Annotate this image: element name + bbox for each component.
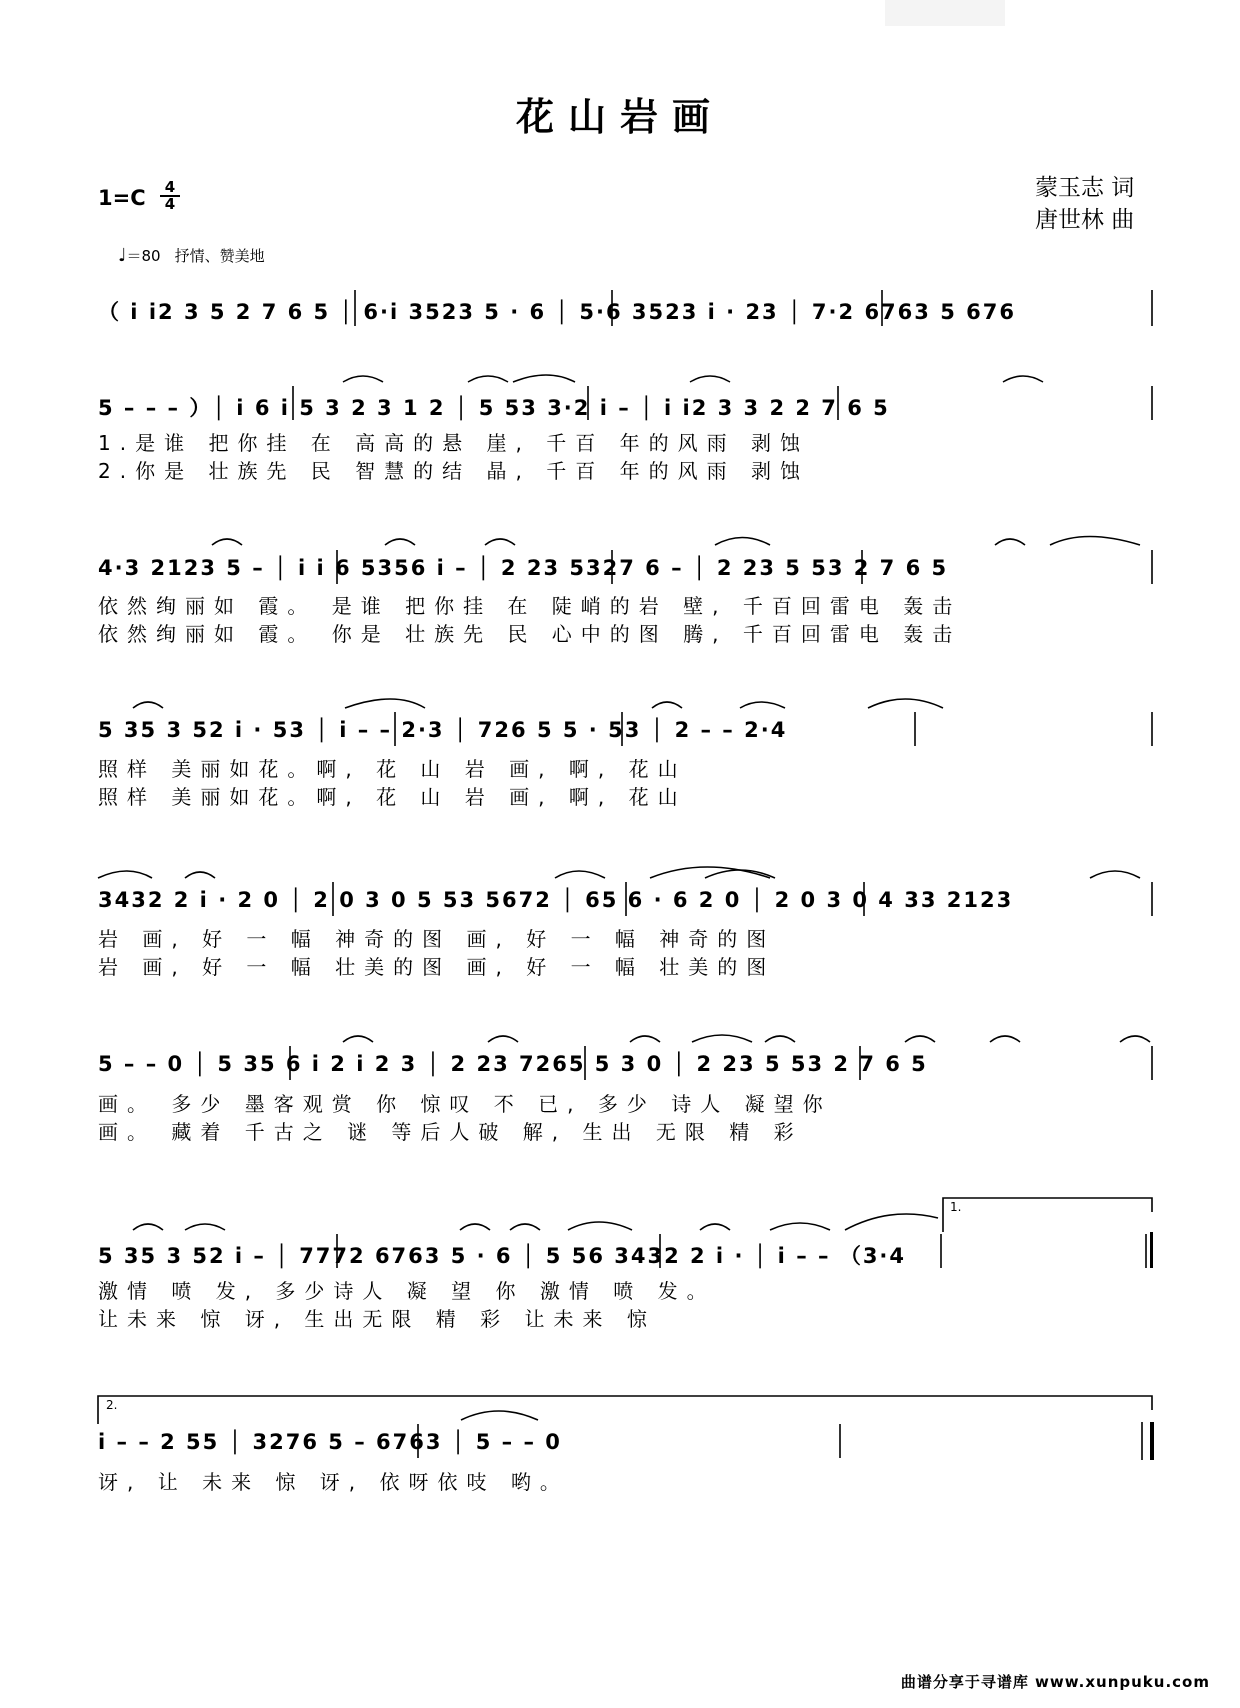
notation-row-5: 3432 2 i · 2 0 │ 2 0 3 0 5 53 5672 │ 65 6 · 6 2 0 │ 2 0 3 0 4 33 2123 (98, 888, 1014, 912)
lyric-line-4-1: 照样 美丽如花。啊, 花 山 岩 画, 啊, 花山 (98, 757, 687, 781)
lyric-line-6-2: 画。 藏着 千古之 谜 等后人破 解, 生出 无限 精 彩 (98, 1120, 803, 1144)
lyric-line-5-2: 岩 画, 好 一 幅 壮美的图 画, 好 一 幅 壮美的图 (98, 955, 776, 979)
expression-mark: 抒情、赞美地 (174, 247, 265, 265)
lyric-line-2-2: 2.你是 壮族先 民 智慧的结 晶, 千百 年的风雨 剥蚀 (98, 459, 809, 483)
lyric-line-4-2: 照样 美丽如花。啊, 花 山 岩 画, 啊, 花山 (98, 785, 687, 809)
lyric-line-2-1: 1.是谁 把你挂 在 高高的悬 崖, 千百 年的风雨 剥蚀 (98, 431, 809, 455)
notation-row-6: 5 – – 0 │ 5 35 6 i 2 i 2 3 │ 2 23 7265 5 3 0 │ 2 23 5 53 2 7 6 5 (98, 1052, 928, 1076)
lyric-line-8-1: 讶, 让 未来 惊 讶, 依呀依吱 哟。 (98, 1470, 569, 1494)
notation-row-7: 5 35 3 52 i – │ 7772 6763 5 · 6 │ 5 56 3432 2 i · │ i – – （3·4 (98, 1244, 907, 1268)
song-title: 花山岩画 (515, 95, 724, 139)
time-signature-top: 4 (160, 180, 180, 197)
key-signature: 1=C (98, 186, 146, 210)
lyric-line-7-1: 激情 喷 发, 多少诗人 凝 望 你 激情 喷 发。 (98, 1279, 716, 1303)
lyric-line-5-1: 岩 画, 好 一 幅 神奇的图 画, 好 一 幅 神奇的图 (98, 927, 776, 951)
volta-2: 2. (106, 1398, 118, 1412)
time-signature-bottom: 4 (164, 195, 176, 213)
notation-row-3: 4·3 2123 5 – │ i i 6 5356 i – │ 2 23 5327 6 – │ 2 23 5 53 2 7 6 5 (98, 556, 949, 580)
composer-credit: 唐世林 曲 (1035, 207, 1135, 233)
lyric-line-7-2: 让未来 惊 讶, 生出无限 精 彩 让未来 惊 (98, 1307, 656, 1331)
footer-credit: 曲谱分享于寻谱库 www.xunpuku.com (900, 1673, 1210, 1691)
lyric-line-3-2: 依然绚丽如 霞。 你是 壮族先 民 心中的图 腾, 千百回雷电 轰击 (98, 622, 962, 646)
volta-1: 1. (950, 1200, 962, 1214)
lyric-line-6-1: 画。 多少 墨客观赏 你 惊叹 不 已, 多少 诗人 凝望你 (98, 1092, 832, 1116)
notation-row-2: 5 – – – ）│ i 6 i 5 3 2 3 1 2 │ 5 53 3·2 i – │ i i2 3 3 2 2 7 6 5 (98, 396, 890, 420)
notation-row-1: （ i i2 3 5 2 7 6 5 │ 6·i 3523 5 · 6 │ 5·6 3523 i · 23 │ 7·2 6763 5 676 (98, 300, 1016, 324)
tempo-bpm: ＝80 (126, 247, 161, 265)
lyric-line-3-1: 依然绚丽如 霞。 是谁 把你挂 在 陡峭的岩 壁, 千百回雷电 轰击 (98, 594, 962, 618)
notation-row-8: i – – 2 55 │ 3276 5 – 6763 │ 5 – – 0 (98, 1430, 562, 1454)
notation-row-4: 5 35 3 52 i · 53 │ i – – 2·3 │ 726 5 5 · 53 │ 2 – – 2·4 (98, 718, 788, 742)
quarter-note-icon: ♩ (118, 245, 127, 266)
lyricist-credit: 蒙玉志 词 (1035, 175, 1135, 201)
